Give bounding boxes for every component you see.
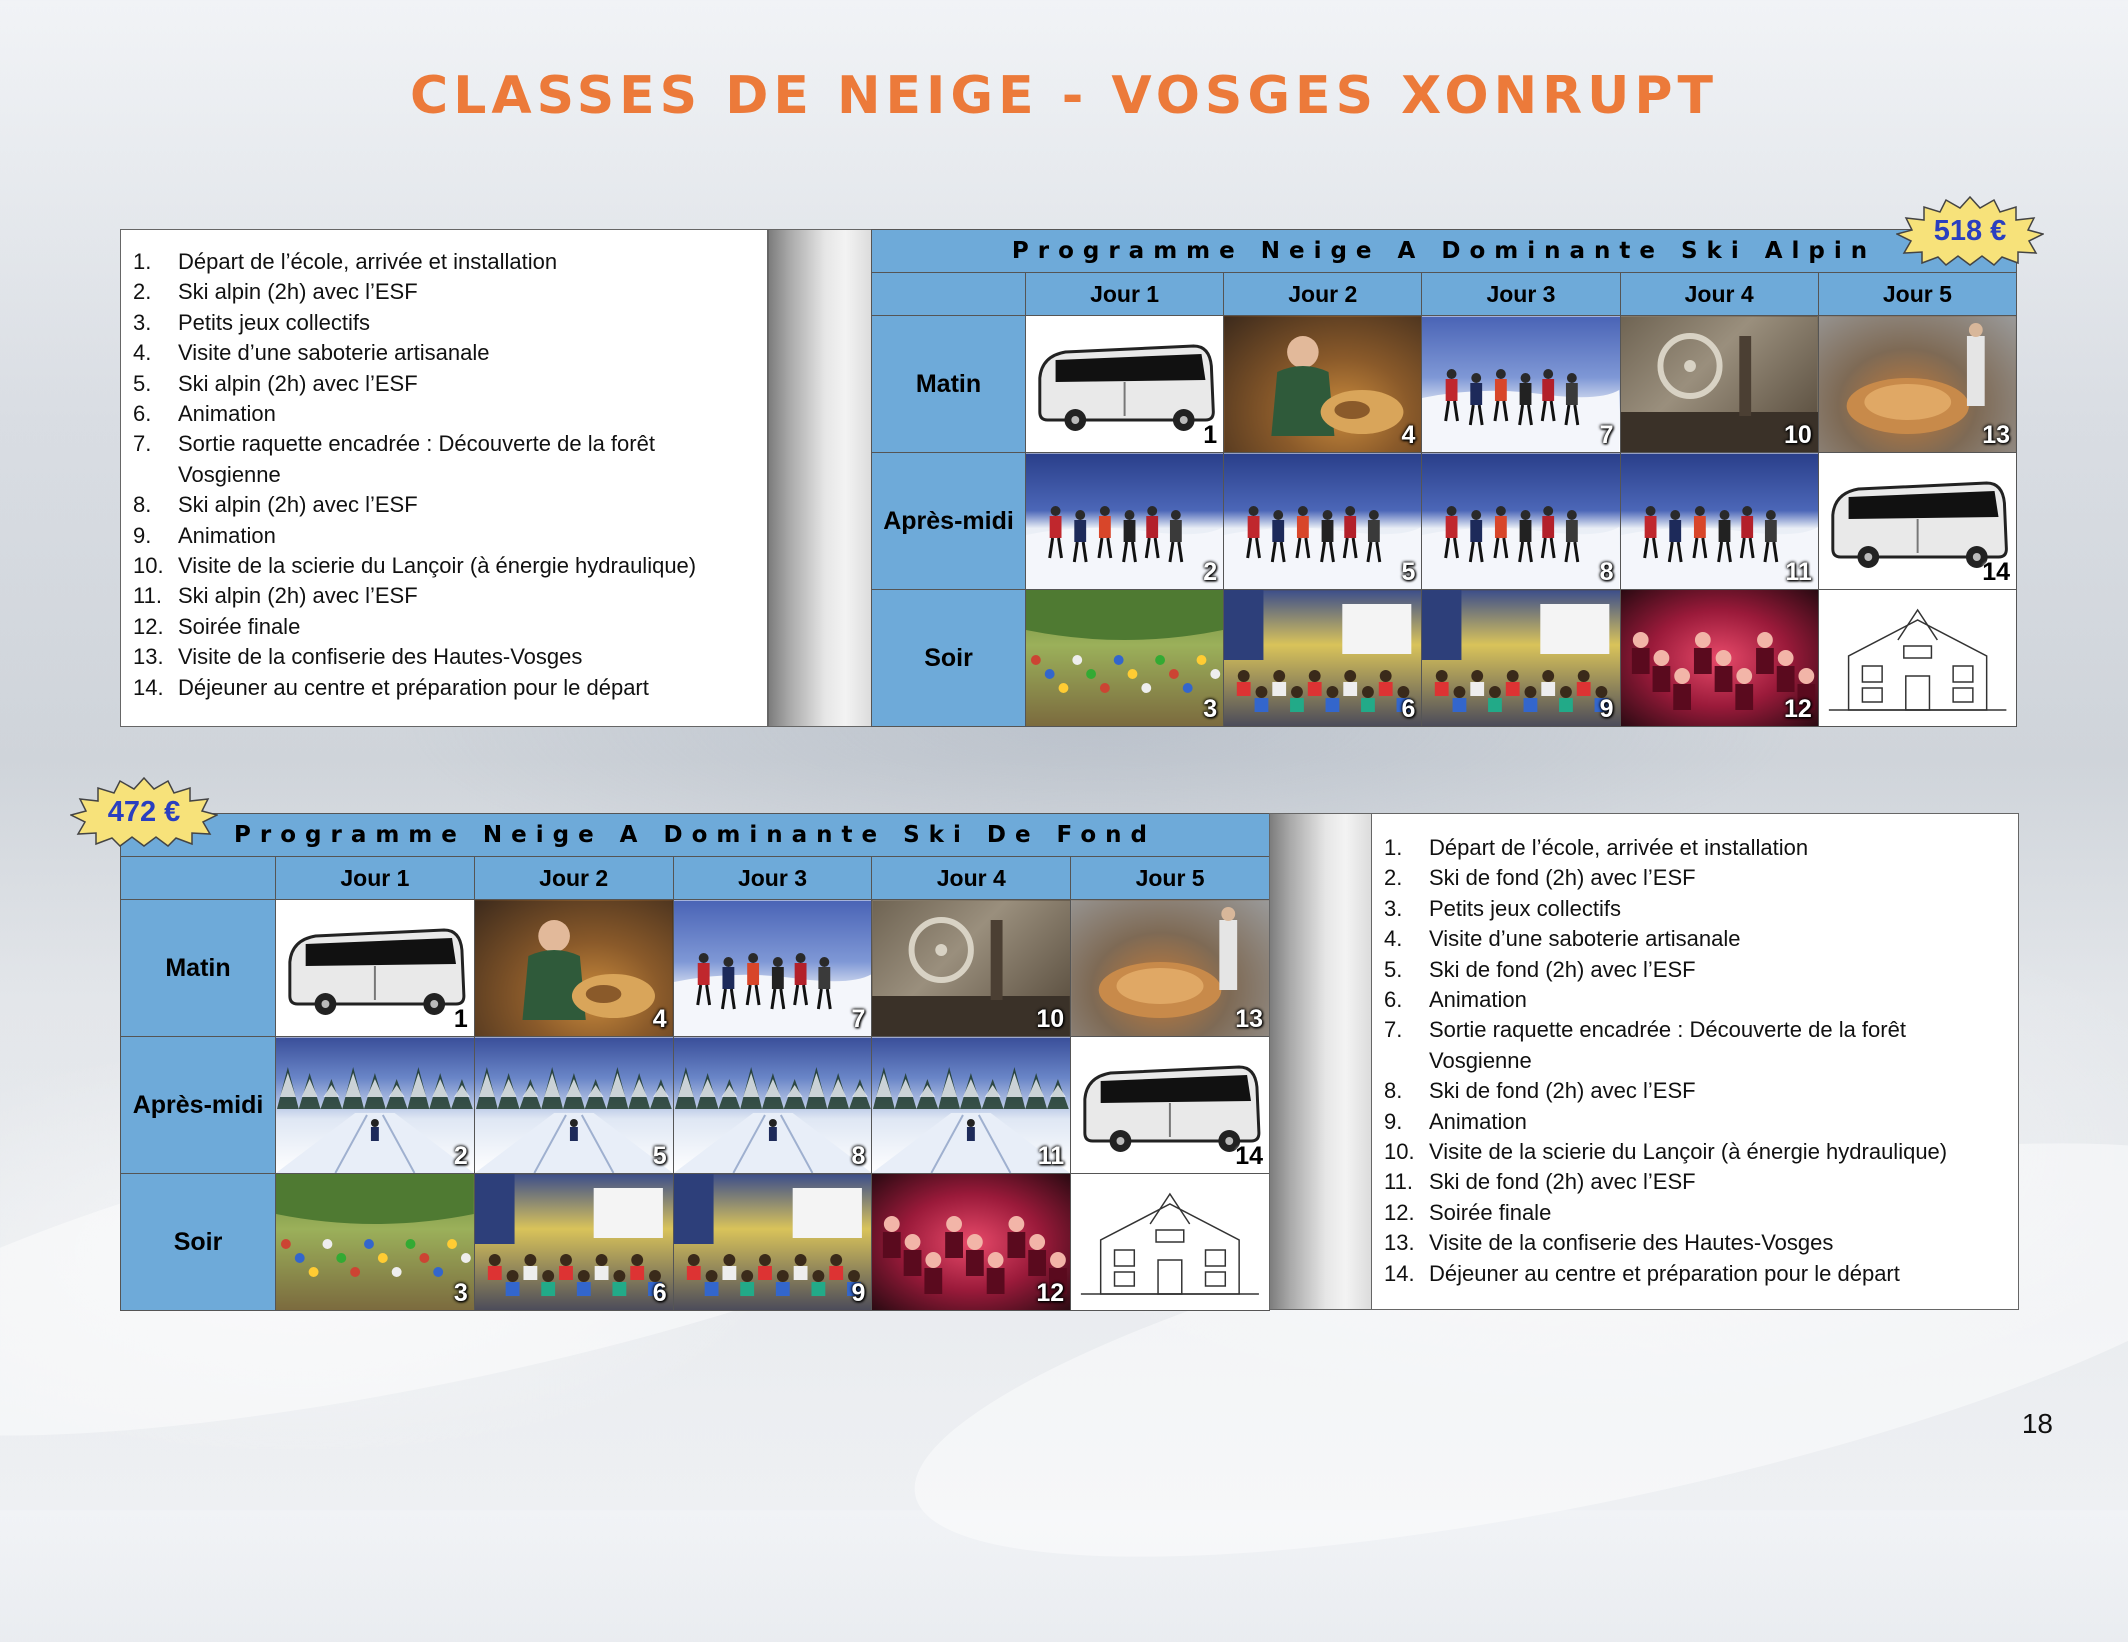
alpin-ski-alpin-photo [1422,453,1620,590]
list-item-text: Déjeuner au centre et préparation pour le départ [178,674,649,700]
list-item [1384,924,2009,954]
list-item-text: Ski alpin (2h) avec l’ESF [178,492,418,518]
fond-animation-photo [474,1174,673,1311]
list-item [1384,863,2009,893]
activity-number-label: 7 [1599,421,1614,449]
list-item [1384,985,2009,1015]
list-item-number: 13. [1384,1230,1415,1256]
list-item-number: 1. [1384,835,1403,860]
fond-programme-title: Programme Neige A Dominante Ski De Fond [121,814,1270,857]
day-header: Jour 2 [474,857,673,900]
activity-number-label: 1 [1203,421,1218,449]
list-item-text: Animation [1429,987,1527,1013]
list-item [133,247,753,277]
list-item-number: 6. [1384,987,1403,1013]
list-item-number: 4. [133,340,152,366]
list-item [1384,894,2009,924]
list-item [1384,1228,2009,1258]
list-item [1384,1198,2009,1228]
list-item-text: Visite d’une saboterie artisanale [1429,926,1741,952]
list-item-text: Soirée finale [178,613,301,639]
list-item [133,308,753,338]
list-item-text: Visite de la confiserie des Hautes-Vosges [1429,1230,1834,1256]
list-item [1384,1076,2009,1106]
alpin-ski-alpin-photo [1620,453,1818,590]
list-item-text: Sortie raquette encadrée : Découverte de la forêt Vosgienne [1429,1017,1906,1073]
day-header: Jour 1 [1026,273,1224,316]
activity-number-label: 6 [652,1279,667,1307]
list-item-number: 2. [133,279,152,305]
list-item [133,673,753,703]
row-header: Après-midi [121,1037,276,1174]
list-item-number: 11. [133,583,162,609]
alpin-centre-drawing [1818,590,2016,727]
list-item [133,521,753,551]
list-item-number: 5. [1384,956,1403,982]
list-item-text: Départ de l’école, arrivée et installation [178,249,558,274]
list-item-text: Ski alpin (2h) avec l’ESF [178,279,418,305]
list-item-text: Ski de fond (2h) avec l’ESF [1429,865,1696,891]
list-item [133,277,753,307]
alpin-bus-photo [1026,316,1224,453]
list-item-number: 3. [133,309,152,335]
list-item [133,338,753,368]
alpin-programme-table [871,229,2017,727]
list-item-number: 9. [1384,1108,1403,1134]
page-title: CLASSES DE NEIGE - VOSGES XONRUPT [410,66,1718,126]
activity-number-label: 7 [851,1005,866,1033]
row-header: Soir [872,590,1026,727]
list-item [1384,955,2009,985]
day-header: Jour 4 [872,857,1071,900]
day-header: Jour 3 [673,857,872,900]
fond-activities-list [1384,833,2009,1289]
list-item-number: 13. [133,644,164,670]
list-item [1384,833,2009,863]
day-header: Jour 5 [1818,273,2016,316]
page-number: 18 [2021,1408,2053,1439]
row-header: Soir [121,1174,276,1311]
list-item-text: Animation [178,522,276,548]
activity-number-label: 10 [1036,1005,1065,1033]
day-header: Jour 3 [1422,273,1620,316]
fond-centre-drawing [1071,1174,1270,1311]
fond-animation-photo [673,1174,872,1311]
table-row [121,1037,1270,1174]
activity-number-label: 8 [1599,558,1614,586]
list-item-number: 4. [1384,926,1403,952]
list-item-text: Visite de la scierie du Lançoir (à énergie hydraulique) [1429,1139,1948,1165]
day-header: Jour 5 [1071,857,1270,900]
activity-number-label: 12 [1783,695,1812,723]
fond-price: 472 € [107,795,181,828]
alpin-soiree-photo [1620,590,1818,727]
list-item-text: Visite de la scierie du Lançoir (à énergie hydraulique) [178,553,697,579]
alpin-price-badge [1896,196,2044,266]
activity-number-label: 14 [1235,1142,1263,1170]
row-header: Matin [121,900,276,1037]
list-item-text: Sortie raquette encadrée : Découverte de la forêt Vosgienne [178,431,655,487]
fond-programme-table [120,813,1270,1311]
list-item-number: 9. [133,522,152,548]
fond-confiserie-photo [1071,900,1270,1037]
list-item [1384,1259,2009,1289]
list-item-number: 12. [1384,1199,1415,1225]
alpin-ski-alpin-photo [1224,453,1422,590]
list-item-number: 5. [133,370,152,396]
alpin-programme-title: Programme Neige A Dominante Ski Alpin [872,230,2017,273]
fond-bus-photo [276,900,475,1037]
list-item-text: Ski de fond (2h) avec l’ESF [1429,1169,1696,1195]
fond-ski-de-fond-photo [474,1037,673,1174]
alpin-activities-panel [120,229,768,727]
list-item-text: Visite de la confiserie des Hautes-Vosges [178,644,583,670]
list-item [133,581,753,611]
fond-ski-de-fond-photo [872,1037,1071,1174]
table-row [872,316,2017,453]
list-item-number: 14. [1384,1260,1415,1286]
list-item [133,399,753,429]
fond-activities-panel [1371,813,2019,1310]
alpin-confiserie-photo [1818,316,2016,453]
list-item-text: Ski de fond (2h) avec l’ESF [1429,1078,1696,1104]
list-item [133,642,753,672]
list-item [1384,1167,2009,1197]
alpin-bus-photo [1818,453,2016,590]
alpin-saboterie-photo [1224,316,1422,453]
fond-saboterie-photo [474,900,673,1037]
list-item [1384,1137,2009,1167]
activity-number-label: 3 [453,1279,468,1307]
list-item-text: Visite d’une saboterie artisanale [178,340,490,366]
list-item-text: Ski alpin (2h) avec l’ESF [178,583,418,609]
list-item-text: Soirée finale [1429,1199,1552,1225]
list-item-text: Ski alpin (2h) avec l’ESF [178,370,418,396]
activity-number-label: 9 [1599,695,1614,723]
list-item-text: Animation [178,401,276,427]
fond-price-badge [70,777,218,847]
fond-soiree-photo [872,1174,1071,1311]
fond-scierie-photo [872,900,1071,1037]
list-item [1384,1015,2009,1076]
alpin-activities-list [133,247,753,703]
alpin-jeux-collectifs-photo [1026,590,1224,727]
fond-bus-photo [1071,1037,1270,1174]
activity-number-label: 10 [1783,421,1812,449]
activity-number-label: 8 [851,1142,866,1170]
list-item [133,551,753,581]
list-item-number: 6. [133,401,152,427]
list-item-number: 1. [133,249,152,274]
list-item-number: 8. [133,492,152,518]
list-item-number: 14. [133,674,164,700]
list-item-text: Départ de l’école, arrivée et installation [1429,835,1809,860]
list-item-number: 8. [1384,1078,1403,1104]
list-item-number: 3. [1384,895,1403,921]
activity-number-label: 11 [1037,1142,1065,1170]
list-item [133,612,753,642]
activity-number-label: 1 [453,1005,468,1033]
list-item-text: Petits jeux collectifs [1429,895,1621,921]
list-item-text: Déjeuner au centre et préparation pour le départ [1429,1260,1900,1286]
alpin-ski-alpin-photo [1026,453,1224,590]
alpin-scierie-photo [1620,316,1818,453]
list-item-number: 10. [1384,1139,1415,1165]
alpin-divider [768,229,872,727]
list-item-number: 2. [1384,865,1403,891]
list-item [1384,1107,2009,1137]
row-header: Matin [872,316,1026,453]
activity-number-label: 6 [1401,695,1416,723]
list-item-number: 10. [133,553,164,579]
fond-divider [1269,813,1372,1310]
fond-raquette-photo [673,900,872,1037]
activity-number-label: 11 [1785,558,1812,586]
activity-number-label: 13 [1235,1005,1263,1033]
activity-number-label: 4 [652,1005,667,1033]
day-header: Jour 1 [276,857,475,900]
alpin-raquette-photo [1422,316,1620,453]
table-row [121,900,1270,1037]
activity-number-label: 5 [652,1142,667,1170]
table-corner-cell [872,273,1026,316]
list-item-number: 7. [133,431,152,457]
table-corner-cell [121,857,276,900]
row-header: Après-midi [872,453,1026,590]
list-item-text: Ski de fond (2h) avec l’ESF [1429,956,1696,982]
activity-number-label: 2 [453,1142,468,1170]
list-item-number: 11. [1384,1169,1413,1195]
list-item [133,490,753,520]
alpin-animation-photo [1422,590,1620,727]
fond-jeux-collectifs-photo [276,1174,475,1311]
alpin-animation-photo [1224,590,1422,727]
fond-ski-de-fond-photo [673,1037,872,1174]
list-item-text: Animation [1429,1108,1527,1134]
table-row [121,1174,1270,1311]
day-header: Jour 4 [1620,273,1818,316]
list-item-number: 7. [1384,1017,1403,1043]
table-row [872,590,2017,727]
alpin-price: 518 € [1933,214,2007,247]
activity-number-label: 4 [1401,421,1416,449]
list-item-number: 12. [133,613,164,639]
activity-number-label: 9 [851,1279,866,1307]
activity-number-label: 12 [1036,1279,1065,1307]
activity-number-label: 2 [1203,558,1218,586]
list-item [133,369,753,399]
activity-number-label: 3 [1203,695,1218,723]
fond-ski-de-fond-photo [276,1037,475,1174]
table-row [872,453,2017,590]
day-header: Jour 2 [1224,273,1422,316]
activity-number-label: 13 [1982,421,2010,449]
activity-number-label: 14 [1982,558,2010,586]
list-item [133,429,753,490]
list-item-text: Petits jeux collectifs [178,309,370,335]
activity-number-label: 5 [1401,558,1416,586]
